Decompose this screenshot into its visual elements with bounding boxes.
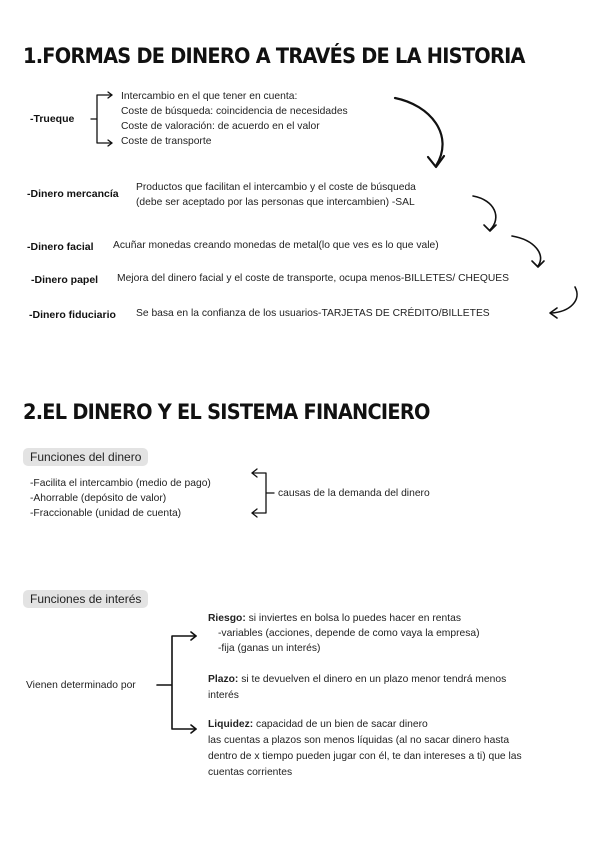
mercancia-label: -Dinero mercancía	[27, 188, 119, 200]
demanda-note: causas de la demanda del dinero	[278, 488, 430, 499]
riesgo-sub2: -fija (ganas un interés)	[218, 643, 321, 654]
liquidez-text: capacidad de un bien de sacar dinero	[253, 719, 428, 730]
plazo-label: Plazo:	[208, 674, 239, 685]
fiduciario-text: Se basa en la confianza de los usuarios-TARJETAS DE CRÉDITO/BILLETES	[136, 308, 490, 319]
mercancia-line1: Productos que facilitan el intercambio y el coste de búsqueda	[136, 182, 416, 193]
vienen-determinado-label: Vienen determinado por	[26, 680, 136, 691]
papel-text: Mejora del dinero facial y el coste de transporte, ocupa menos-BILLETES/ CHEQUES	[117, 273, 510, 284]
trueque-item: Coste de valoración: de acuerdo en el valor	[121, 121, 320, 132]
curve-arrow-1-head	[428, 156, 444, 167]
riesgo-line	[208, 611, 461, 626]
curve-arrow-1	[395, 98, 443, 166]
plazo-text: si te devuelven el dinero en un plazo menor tendrá menos	[238, 674, 507, 685]
liquidez-line3: dentro de x tiempo pueden jugar con él, te dan intereses a ti) que las	[208, 751, 522, 762]
facial-label: -Dinero facial	[27, 241, 94, 253]
papel-label: -Dinero papel	[31, 274, 99, 286]
trueque-item: Intercambio en el que tener en cuenta:	[121, 91, 298, 102]
facial-text: Acuñar monedas creando monedas de metal(lo que ves es lo que vale)	[113, 240, 439, 251]
mercancia-line2: (debe ser aceptado por las personas que intercambien) -SAL	[136, 197, 415, 208]
dinero-arrow-top	[252, 473, 274, 513]
liquidez-line2: las cuentas a plazos son menos líquidas (al no sacar dinero hasta	[208, 735, 510, 746]
riesgo-sub1: -variables (acciones, depende de como vaya la empresa)	[218, 628, 480, 639]
curve-arrow-2-head	[484, 225, 496, 231]
fiduciario-label: -Dinero fiduciario	[29, 309, 116, 321]
interes-bracket	[157, 636, 196, 729]
curve-arrow-3	[512, 236, 541, 266]
riesgo-text: si inviertes en bolsa lo puedes hacer en rentas	[245, 613, 461, 624]
section2-title: 2.EL DINERO Y EL SISTEMA FINANCIERO	[23, 400, 430, 424]
liquidez-label: Liquidez:	[208, 719, 254, 730]
funciones-interes-heading: Funciones de interés	[23, 590, 148, 608]
funcion-dinero-item: -Facilita el intercambio (medio de pago)	[30, 478, 211, 489]
liquidez-line	[208, 717, 428, 732]
trueque-label: -Trueque	[30, 113, 75, 125]
plazo-line2: interés	[208, 690, 239, 701]
section1-title: 1.FORMAS DE DINERO A TRAVÉS DE LA HISTORIA	[23, 44, 525, 68]
trueque-bracket	[91, 95, 112, 143]
riesgo-label: Riesgo:	[208, 613, 246, 624]
curve-arrow-3-head	[532, 261, 544, 267]
funcion-dinero-item: -Ahorrable (depósito de valor)	[30, 493, 167, 504]
trueque-item: Coste de transporte	[121, 136, 212, 147]
plazo-line	[208, 672, 506, 687]
trueque-item: Coste de búsqueda: coincidencia de necesidades	[121, 106, 348, 117]
funcion-dinero-item: -Fraccionable (unidad de cuenta)	[30, 508, 182, 519]
liquidez-line4: cuentas corrientes	[208, 767, 293, 778]
funciones-dinero-heading: Funciones del dinero	[23, 448, 148, 466]
